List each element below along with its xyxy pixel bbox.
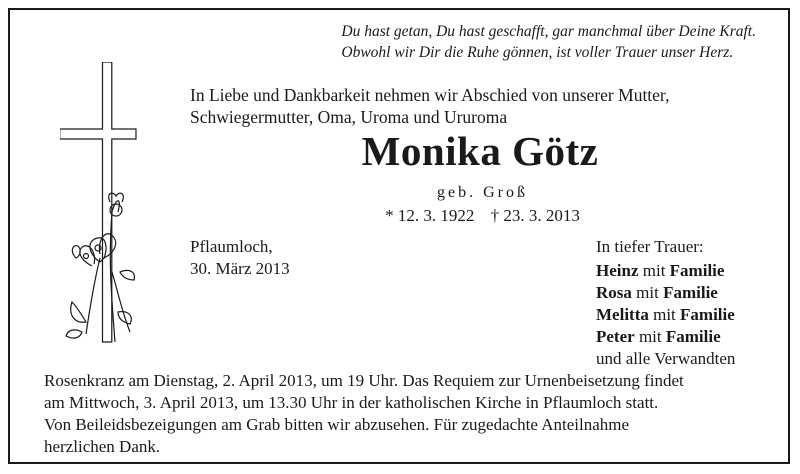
intro-line: Schwiegermutter, Oma, Uroma und Ururoma	[190, 107, 508, 127]
place-town: Pflaumloch,	[190, 237, 273, 256]
mourner-connector: mit	[648, 305, 681, 324]
mourner-name: Peter	[596, 327, 635, 346]
mourners-closing: und alle Verwandten	[596, 349, 736, 368]
footer-line: Rosenkranz am Dienstag, 2. April 2013, um 19 Uhr. Das Requiem zur Urnenbeisetzung findet	[44, 371, 684, 390]
mourner-row	[596, 326, 735, 348]
poem-line: Du hast getan, Du hast geschafft, gar manchmal über Deine Kraft.	[341, 23, 756, 40]
mourner-family: Familie	[680, 305, 735, 324]
poem	[341, 21, 756, 63]
mourner-connector: mit	[634, 327, 666, 346]
footer-line: Von Beileidsbezeigungen am Grab bitten wir abzusehen. Für zugedachte Anteilnahme	[44, 415, 630, 434]
mourner-family: Familie	[669, 261, 725, 280]
mourner-row	[596, 282, 735, 304]
life-dates	[0, 206, 800, 226]
mourner-row	[596, 260, 735, 282]
footer-line: am Mittwoch, 3. April 2013, um 13.30 Uhr in der katholischen Kirche in Pflaumloch statt.	[44, 393, 659, 412]
birth-date: * 12. 3. 1922	[385, 206, 475, 225]
service-details	[44, 370, 760, 458]
mourners-list	[596, 236, 735, 370]
mourner-connector: mit	[638, 261, 670, 280]
mourner-name: Melitta	[596, 305, 649, 324]
mourner-family: Familie	[663, 283, 718, 302]
place-date: 30. März 2013	[190, 259, 290, 278]
mourners-heading: In tiefer Trauer:	[596, 237, 704, 256]
intro-line: In Liebe und Dankbarkeit nehmen wir Abschied von unserer Mutter,	[190, 85, 670, 105]
place-and-date	[190, 236, 290, 280]
intro-text	[190, 84, 669, 128]
mourner-name: Rosa	[596, 283, 632, 302]
deceased-name: Monika Götz	[361, 128, 599, 174]
death-date: † 23. 3. 2013	[490, 206, 580, 225]
mourner-row	[596, 304, 735, 326]
footer-line: herzlichen Dank.	[44, 437, 161, 456]
cross-with-flowers-icon	[60, 62, 140, 347]
mourner-connector: mit	[631, 283, 664, 302]
birth-name: geb. Groß	[437, 184, 528, 201]
mourner-family: Familie	[665, 327, 721, 346]
mourner-name: Heinz	[596, 261, 639, 280]
poem-line: Obwohl wir Dir die Ruhe gönnen, ist voller Trauer unser Herz.	[341, 44, 734, 61]
